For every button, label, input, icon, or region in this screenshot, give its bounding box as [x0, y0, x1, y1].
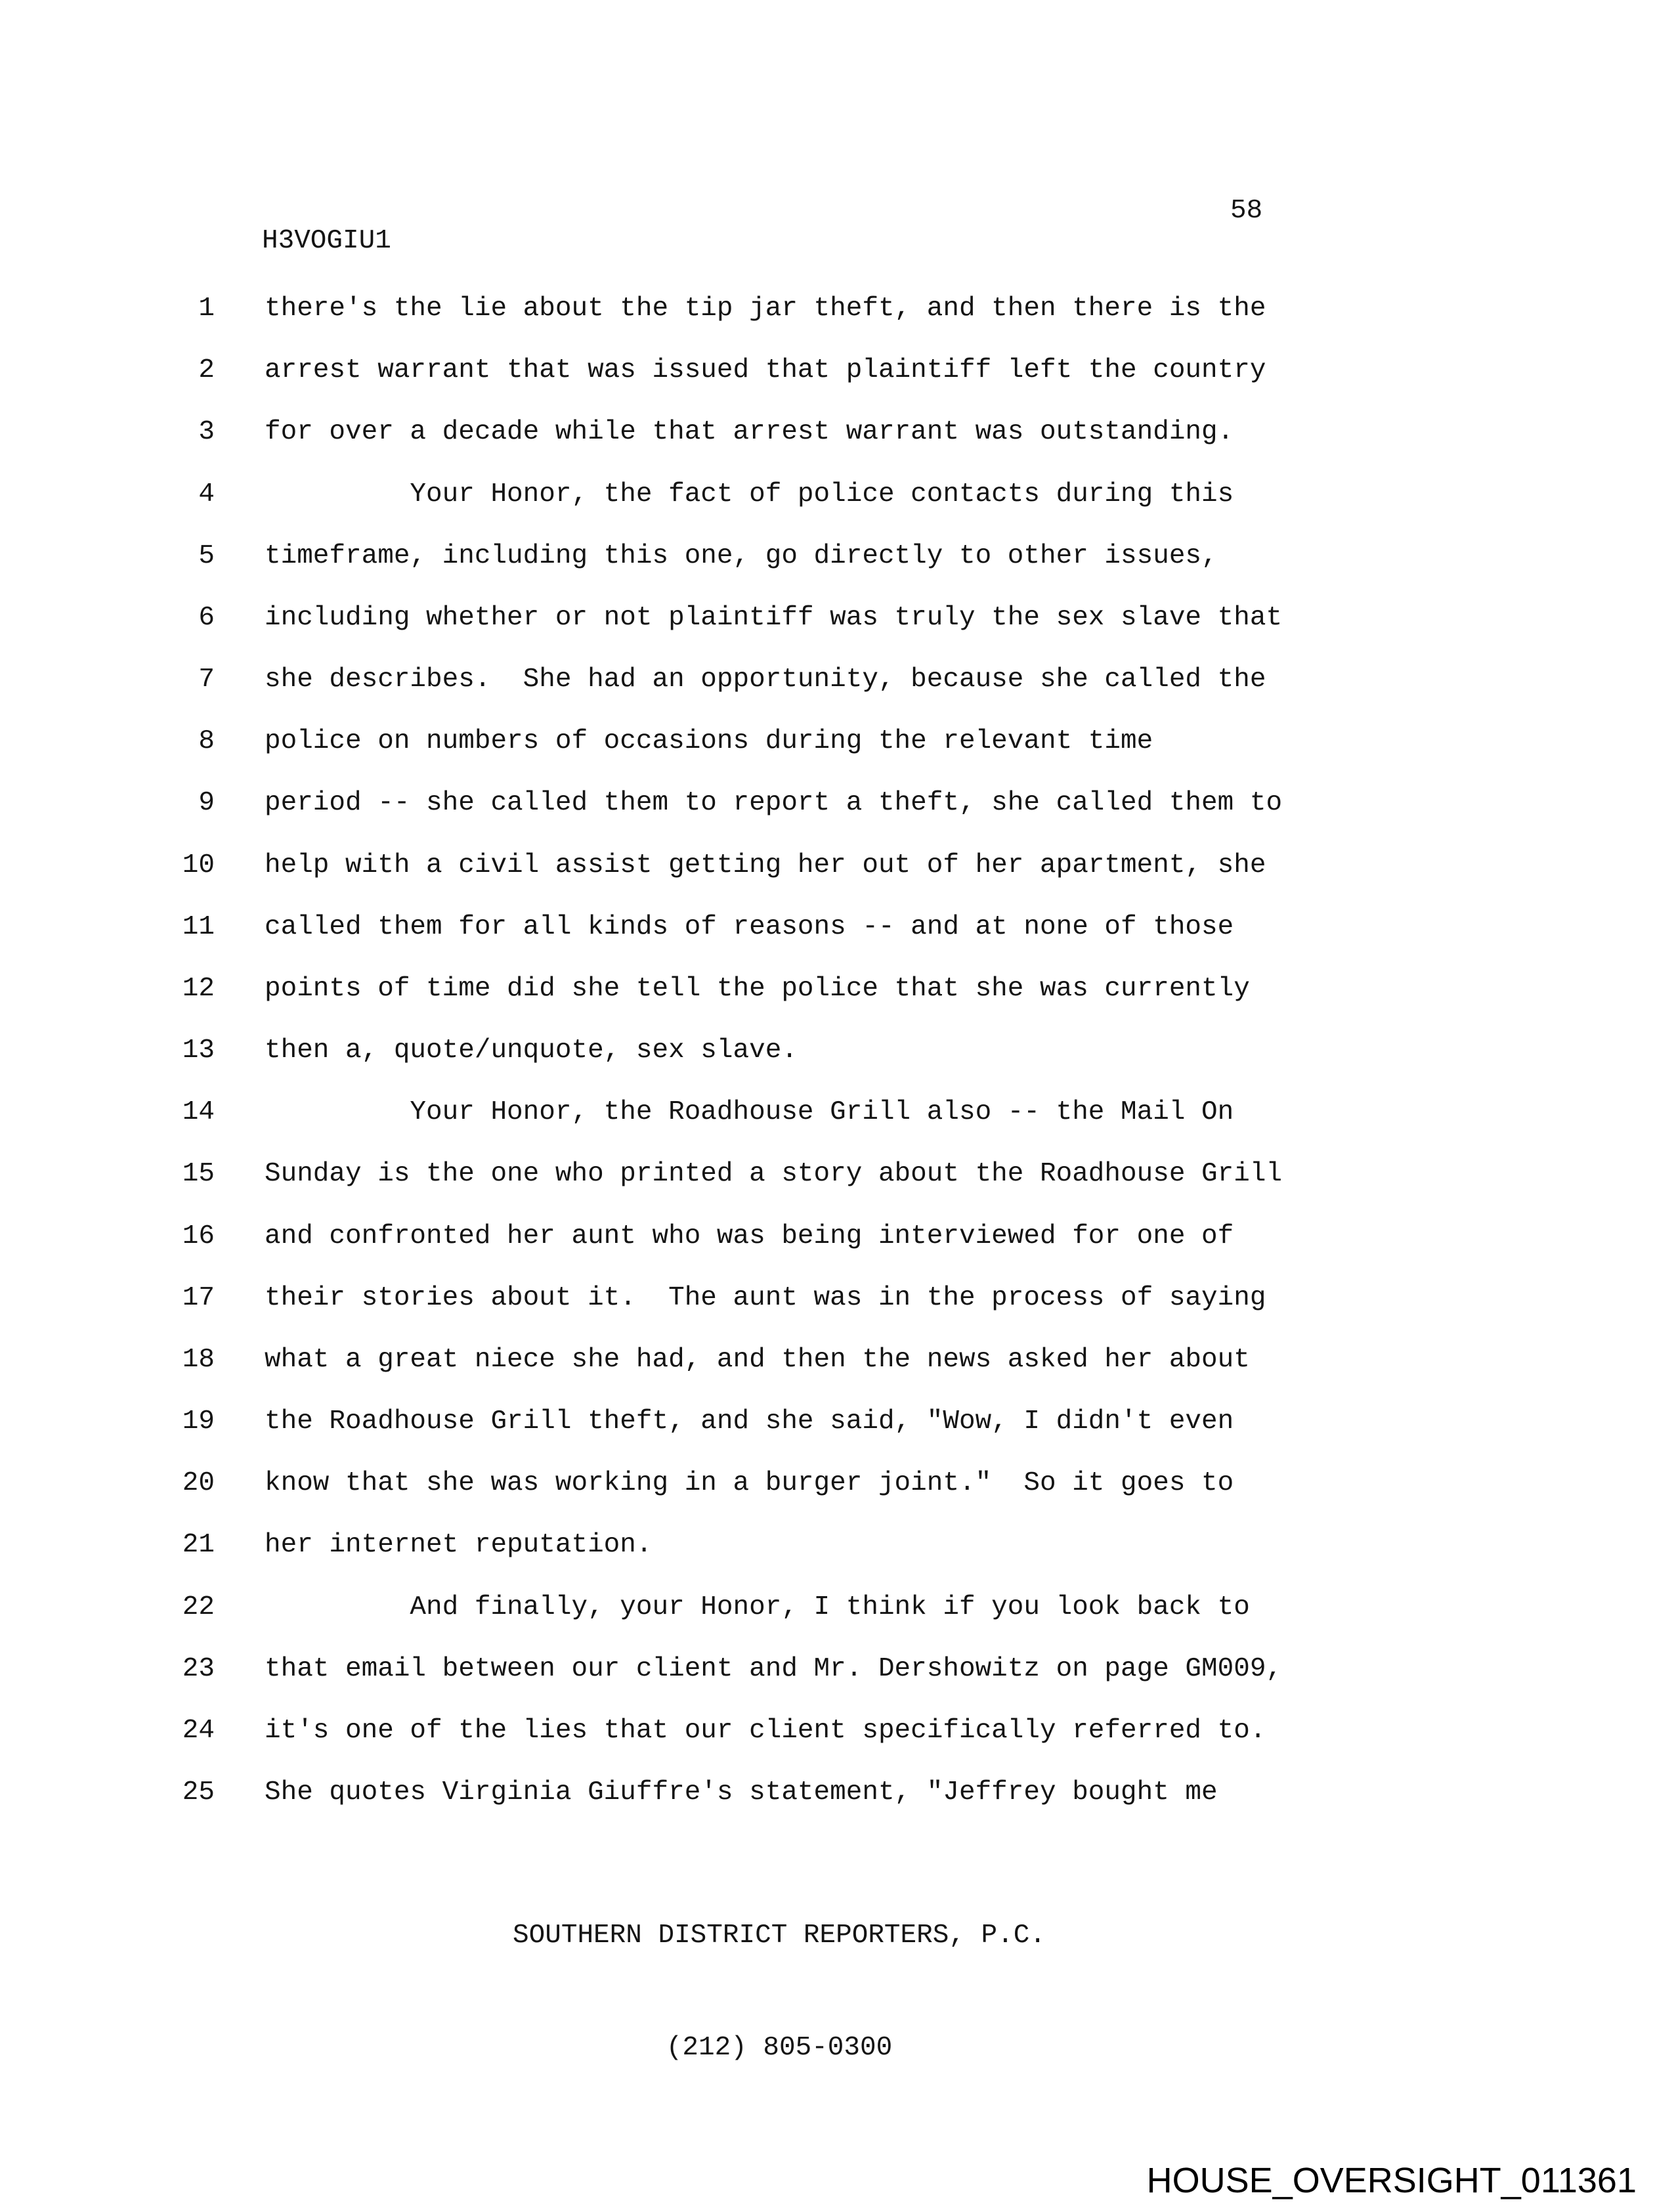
line-number: 19	[182, 1406, 215, 1437]
line-number: 25	[182, 1777, 215, 1808]
line-text: that email between our client and Mr. Dershowitz on page GM009,	[265, 1653, 1283, 1684]
line-text: what a great niece she had, and then the news asked her about	[265, 1344, 1250, 1375]
transcript-header-code: H3VOGIU1	[262, 226, 391, 256]
transcript-line	[0, 958, 1674, 1020]
line-number: 5	[198, 540, 215, 571]
reporter-name: SOUTHERN DISTRICT REPORTERS, P.C.	[513, 1920, 1046, 1951]
transcript-line	[0, 1267, 1674, 1330]
line-number: 17	[182, 1282, 215, 1313]
transcript-line	[0, 649, 1674, 711]
transcript-line	[0, 1143, 1674, 1205]
reporter-footer	[265, 1842, 1294, 2142]
line-number: 20	[182, 1468, 215, 1499]
line-number: 18	[182, 1344, 215, 1375]
line-text: period -- she called them to report a theft, she called them to	[265, 788, 1283, 819]
transcript-line	[0, 401, 1674, 464]
page-number: 58	[1230, 196, 1263, 226]
line-text: she describes. She had an opportunity, because she called the	[265, 664, 1266, 695]
line-text: timeframe, including this one, go directly to other issues,	[265, 540, 1218, 571]
transcript-line	[0, 339, 1674, 402]
line-number: 13	[182, 1035, 215, 1066]
line-text: her internet reputation.	[265, 1530, 653, 1561]
line-text: police on numbers of occasions during the relevant time	[265, 726, 1153, 757]
transcript-line	[0, 1700, 1674, 1762]
line-number: 14	[182, 1097, 215, 1128]
line-text: then a, quote/unquote, sex slave.	[265, 1035, 798, 1066]
transcript-line	[0, 835, 1674, 897]
transcript-line	[0, 1329, 1674, 1391]
transcript-line	[0, 1205, 1674, 1268]
transcript-line	[0, 710, 1674, 773]
transcript-line	[0, 1081, 1674, 1144]
transcript-line	[0, 1020, 1674, 1082]
line-text: Your Honor, the Roadhouse Grill also -- the Mail On	[265, 1097, 1234, 1128]
reporter-phone: (212) 805-0300	[666, 2033, 893, 2063]
line-text: for over a decade while that arrest warrant was outstanding.	[265, 417, 1234, 448]
line-text: their stories about it. The aunt was in the process of saying	[265, 1282, 1266, 1313]
line-text: the Roadhouse Grill theft, and she said, "Wow, I didn't even	[265, 1406, 1234, 1437]
transcript-line	[0, 1762, 1674, 1824]
line-text: know that she was working in a burger joint." So it goes to	[265, 1468, 1234, 1499]
line-number: 15	[182, 1159, 215, 1190]
line-number: 3	[198, 417, 215, 448]
line-number: 1	[198, 293, 215, 324]
line-text: And finally, your Honor, I think if you look back to	[265, 1592, 1250, 1622]
line-text: it's one of the lies that our client specifically referred to.	[265, 1715, 1266, 1746]
transcript-line	[0, 1391, 1674, 1453]
transcript-line	[0, 1452, 1674, 1515]
transcript-line	[0, 1576, 1674, 1639]
transcript-line	[0, 525, 1674, 588]
transcript-line	[0, 1514, 1674, 1576]
line-number: 21	[182, 1530, 215, 1561]
transcript-line	[0, 278, 1674, 340]
line-number: 8	[198, 726, 215, 757]
line-text: arrest warrant that was issued that plaintiff left the country	[265, 355, 1266, 386]
line-text: and confronted her aunt who was being interviewed for one of	[265, 1221, 1234, 1251]
line-number: 12	[182, 973, 215, 1004]
line-number: 22	[182, 1592, 215, 1622]
transcript-line	[0, 772, 1674, 835]
line-number: 4	[198, 479, 215, 510]
line-number: 6	[198, 602, 215, 633]
line-text: there's the lie about the tip jar theft, and then there is the	[265, 293, 1266, 324]
line-number: 2	[198, 355, 215, 386]
line-text: points of time did she tell the police that she was currently	[265, 973, 1250, 1004]
transcript-line	[0, 1638, 1674, 1701]
line-text: She quotes Virginia Giuffre's statement, "Jeffrey bought me	[265, 1777, 1218, 1808]
line-number: 23	[182, 1653, 215, 1684]
bates-number: HOUSE_OVERSIGHT_011361	[1146, 2161, 1637, 2200]
line-number: 9	[198, 788, 215, 819]
line-number: 7	[198, 664, 215, 695]
transcript-line	[0, 896, 1674, 959]
transcript-line	[0, 587, 1674, 649]
line-text: Your Honor, the fact of police contacts during this	[265, 479, 1234, 510]
line-number: 11	[182, 911, 215, 942]
line-text: help with a civil assist getting her out of her apartment, she	[265, 850, 1266, 880]
line-number: 24	[182, 1715, 215, 1746]
line-text: called them for all kinds of reasons -- and at none of those	[265, 911, 1234, 942]
line-number: 10	[182, 850, 215, 880]
line-text: Sunday is the one who printed a story about the Roadhouse Grill	[265, 1159, 1283, 1190]
line-number: 16	[182, 1221, 215, 1251]
line-text: including whether or not plaintiff was truly the sex slave that	[265, 602, 1283, 633]
transcript-line	[0, 464, 1674, 526]
